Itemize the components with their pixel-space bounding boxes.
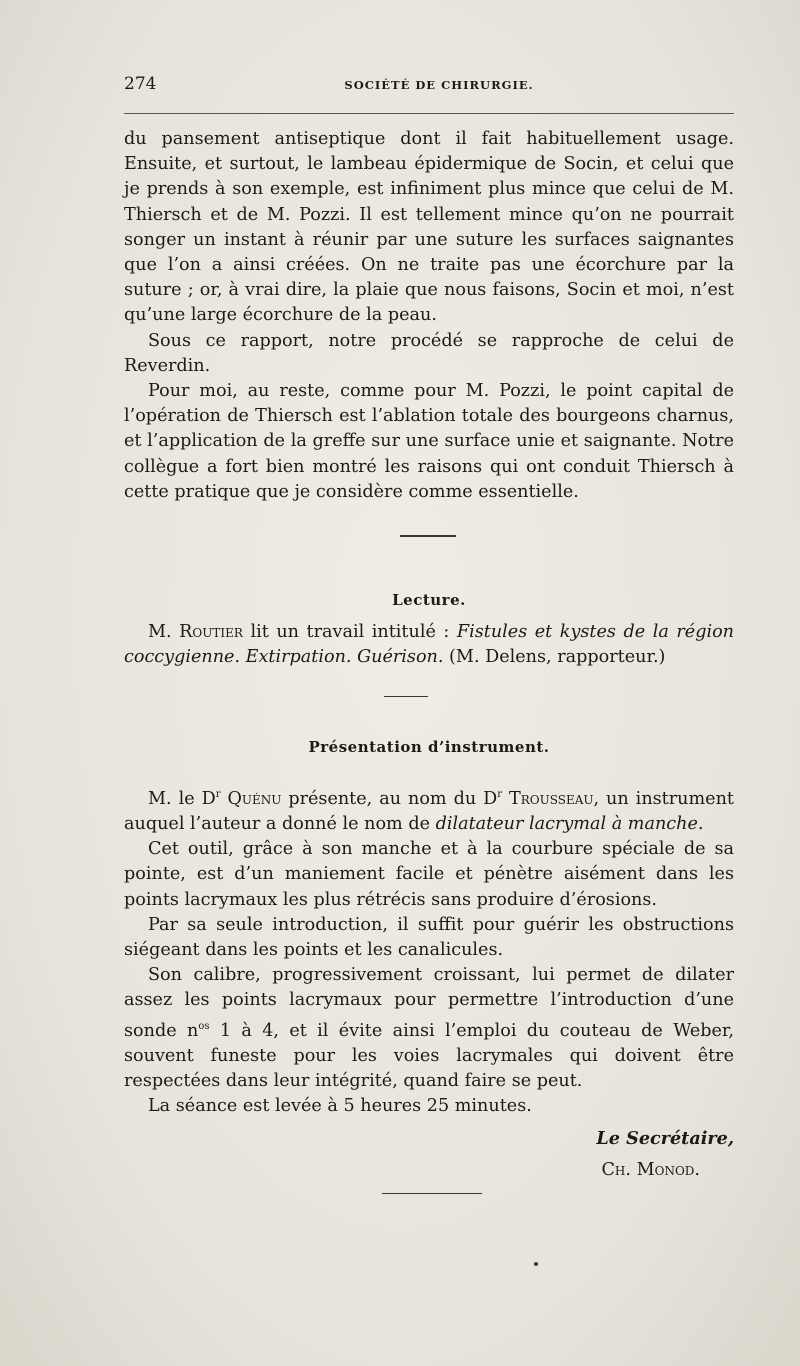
closing-rule (382, 1193, 482, 1194)
lecture-author: Routier (179, 622, 243, 642)
name-quenu: Quénu (227, 788, 282, 809)
paragraph-introduction: Par sa seule introduction, il suffit pour guérir les obstructions siégeant dans les points et les canalicules. (124, 914, 734, 961)
paragraph-calibre: Son calibre, progressivement croissant, lui permet de dilater assez les points lacrymaux pour permettre l’introduction d’une sonde $n^{os}$ 1 à 4, et il évite ainsi l’emploi du couteau de Weber, souvent funeste pour les voies lacrymales qui doivent être respectées dans leur intégrité, quand faire se peut. (124, 965, 734, 1091)
page-number: 274 (124, 74, 157, 94)
running-title: SOCIÉTÉ DE CHIRURGIE. (344, 78, 534, 92)
body-text-top (124, 127, 734, 505)
paragraph-reverdin: Sous ce rapport, notre procédé se rapproche de celui de Reverdin. (124, 330, 734, 376)
paragraph-continuation: du pansement antiseptique dont il fait habituellement usage. Ensuite, et surtout, le lambeau épidermique de Socin, et celui que je prends à son exemple, est infiniment plus mince que celui de M. Thiersch et de M. Pozzi. Il est tellement mince qu’on ne pourrait songer un instant à réunir par une suture les surfaces saignantes que l’on a ainsi créées. On ne traite pas une écorchure par la suture ; or, à vrai dire, la plaie que nous faisons, Socin et moi, n’est qu’une large écorchure de la peau. (124, 129, 734, 326)
page-header (124, 74, 734, 98)
paragraph-outil: Cet outil, grâce à son manche et à la courbure spéciale de sa pointe, est d’un maniement facile et pénètre aisément dans les points lacrymaux les plus rétrécis sans produire d’érosions. (124, 839, 734, 910)
section-divider (384, 696, 428, 697)
paragraph-seance: La séance est levée à 5 heures 25 minutes. (148, 1096, 532, 1117)
section-divider (400, 535, 456, 537)
lecture-verb: lit un travail intitulé : (242, 622, 457, 642)
name-trousseau: Trousseau (509, 788, 594, 809)
paragraph-presentation: M. le $D^r$ Quénu présente, au nom du $D^r$ Trousseau, un instrument auquel l’auteur a donné le nom de dilatateur lacrymal à manche. (124, 788, 734, 835)
lecture-suffix: (M. Delens, rapporteur.) (443, 647, 666, 668)
ink-dot (534, 1262, 538, 1266)
lecture-title: Fistules et kystes de la région coccygienne. Extirpation. Guérison. (124, 622, 735, 668)
instrument-name: dilatateur lacrymal à manche. (435, 814, 704, 835)
signature-role: Le Secrétaire, (596, 1128, 734, 1149)
signature-name: Ch. Monod. (601, 1160, 700, 1180)
paragraph-thiersch: Pour moi, au reste, comme pour M. Pozzi, le point capital de l’opération de Thiersch est l’ablation totale des bourgeons charnus, et l’application de la greffe sur une surface unie et saignante. Notre collègue a fort bien montré les raisons qui ont conduit Thiersch à cette pratique que je considère comme essentielle. (124, 381, 734, 502)
header-rule (124, 113, 734, 114)
heading-instrument: Présentation d’instrument. (308, 738, 550, 756)
lecture-paragraph (124, 620, 734, 670)
heading-lecture: Lecture. (392, 591, 466, 609)
body-text-instrument (124, 782, 734, 1119)
lecture-prefix: M. (148, 622, 180, 642)
